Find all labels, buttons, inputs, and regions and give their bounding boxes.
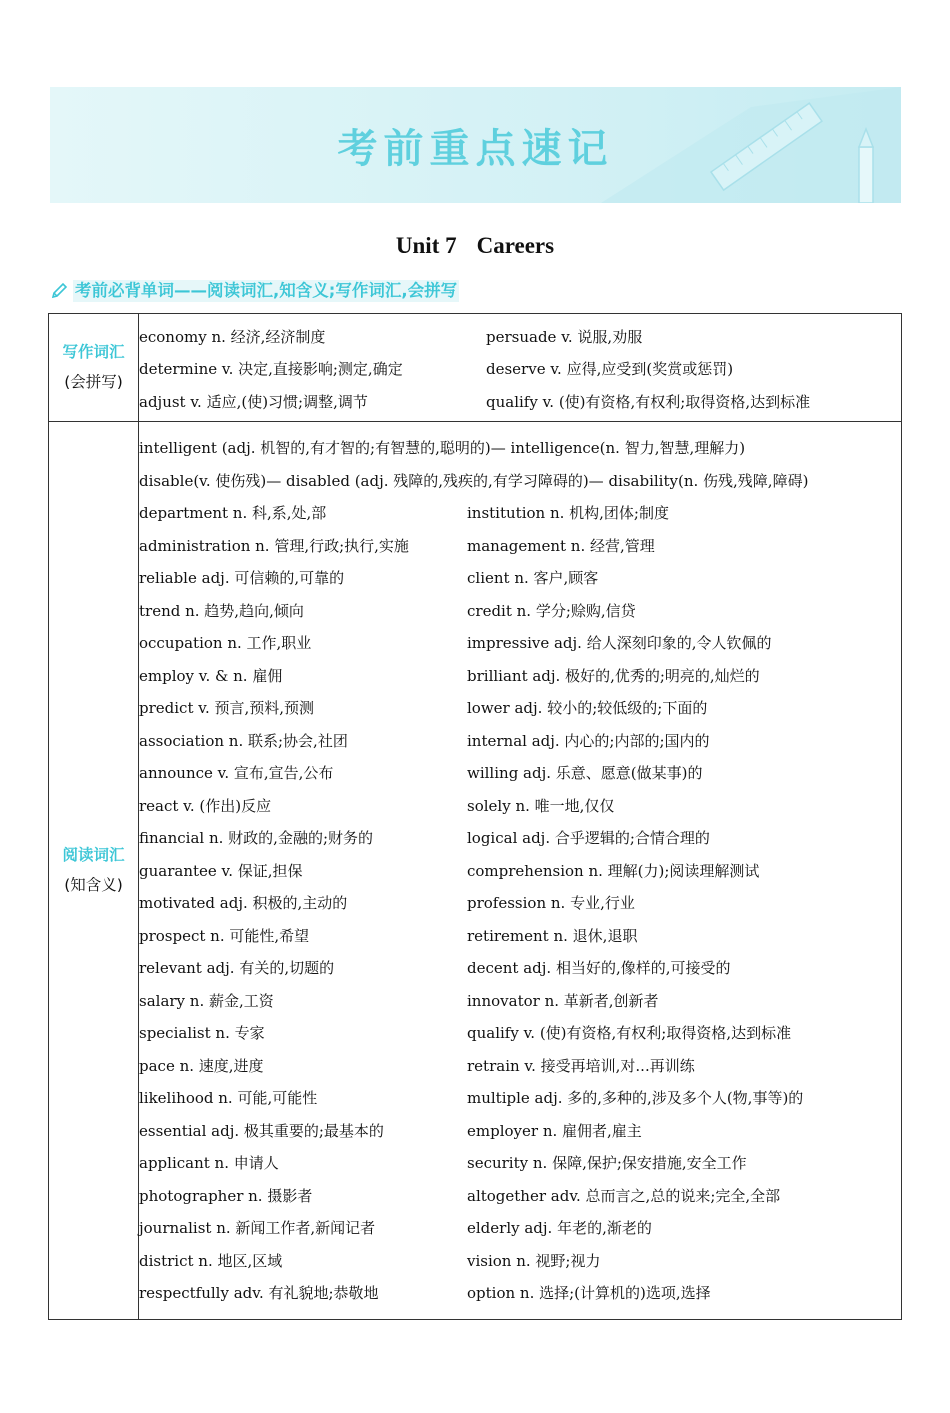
reading-word-list <box>139 422 901 1320</box>
word-entry: logical adj. 合乎逻辑的;合情合理的 <box>467 829 710 848</box>
writing-content-cell <box>139 314 902 422</box>
word-entry: journalist n. 新闻工作者,新闻记者 <box>139 1219 376 1238</box>
word-entry: elderly adj. 年老的,渐老的 <box>467 1219 652 1238</box>
unit-title <box>0 233 950 259</box>
word-row <box>139 887 901 920</box>
word-row <box>139 757 901 790</box>
word-row <box>139 692 901 725</box>
reading-vocabulary-row <box>49 421 902 1320</box>
writing-word-list <box>139 314 901 421</box>
word-entry: relevant adj. 有关的,切题的 <box>139 959 335 978</box>
word-entry: client n. 客户,顾客 <box>467 569 599 588</box>
word-entry: determine v. 决定,直接影响;测定,确定 <box>139 360 403 379</box>
word-entry: financial n. 财政的,金融的;财务的 <box>139 829 373 848</box>
header-banner <box>50 87 901 203</box>
section-subtitle <box>50 279 459 303</box>
word-row <box>139 1277 901 1310</box>
word-entry: adjust v. 适应,(使)习惯;调整,调节 <box>139 392 368 411</box>
word-entry: administration n. 管理,行政;执行,实施 <box>139 536 409 555</box>
word-entry: internal adj. 内心的;内部的;国内的 <box>467 731 710 750</box>
word-entry: announce v. 宣布,宣告,公布 <box>139 764 334 783</box>
word-entry: management n. 经营,管理 <box>467 536 655 555</box>
word-entry: trend n. 趋势,趋向,倾向 <box>139 601 304 620</box>
unit-name: Careers <box>476 233 555 258</box>
word-row <box>139 854 901 887</box>
word-entry: applicant n. 申请人 <box>139 1154 279 1173</box>
word-family-row: intelligent (adj. 机智的,有才智的;有智慧的,聪明的)— intelligence(n. 智力,智慧,理解力) <box>139 439 746 458</box>
word-row <box>139 1049 901 1082</box>
reading-label-cell <box>49 421 139 1320</box>
word-entry: decent adj. 相当好的,像样的,可接受的 <box>467 959 731 978</box>
word-row <box>139 789 901 822</box>
word-entry: motivated adj. 积极的,主动的 <box>139 894 348 913</box>
reading-content-cell <box>139 421 902 1320</box>
word-row <box>139 497 901 530</box>
word-entry: district n. 地区,区域 <box>139 1251 283 1270</box>
word-entry: deserve v. 应得,应受到(奖赏或惩罚) <box>486 360 734 379</box>
word-entry: impressive adj. 给人深刻印象的,令人钦佩的 <box>467 634 772 653</box>
word-entry: option n. 选择;(计算机的)选项,选择 <box>467 1284 711 1303</box>
word-entry: retrain v. 接受再培训,对...再训练 <box>467 1056 695 1075</box>
word-row <box>139 1147 901 1180</box>
word-entry: brilliant adj. 极好的,优秀的;明亮的,灿烂的 <box>467 666 760 685</box>
word-entry: solely n. 唯一地,仅仅 <box>467 796 615 815</box>
word-entry: specialist n. 专家 <box>139 1024 265 1043</box>
reading-label-title: 阅读词汇 <box>62 846 125 865</box>
word-entry: respectfully adv. 有礼貌地;恭敬地 <box>139 1284 379 1303</box>
word-row <box>139 1082 901 1115</box>
word-row <box>139 822 901 855</box>
word-entry: credit n. 学分;赊购,信贷 <box>467 601 636 620</box>
word-entry: likelihood n. 可能,可能性 <box>139 1089 318 1108</box>
word-row <box>139 1244 901 1277</box>
word-entry: reliable adj. 可信赖的,可靠的 <box>139 569 345 588</box>
word-entry: prospect n. 可能性,希望 <box>139 926 310 945</box>
word-row <box>139 659 901 692</box>
word-entry: salary n. 薪金,工资 <box>139 991 274 1010</box>
word-entry: persuade v. 说服,劝服 <box>486 327 643 346</box>
word-row <box>139 1017 901 1050</box>
word-entry: multiple adj. 多的,多种的,涉及多个人(物,事等)的 <box>467 1089 804 1108</box>
word-entry: essential adj. 极其重要的;最基本的 <box>139 1121 384 1140</box>
word-row <box>139 952 901 985</box>
word-row <box>139 594 901 627</box>
word-row <box>139 385 901 418</box>
word-entry: occupation n. 工作,职业 <box>139 634 312 653</box>
subtitle-text: 考前必背单词——阅读词汇,知含义;写作词汇,会拼写 <box>75 281 458 300</box>
word-entry: willing adj. 乐意、愿意(做某事)的 <box>467 764 703 783</box>
word-entry: retirement n. 退休,退职 <box>467 926 638 945</box>
word-entry: guarantee v. 保证,担保 <box>139 861 303 880</box>
word-row <box>139 353 901 386</box>
word-entry: institution n. 机构,团体;制度 <box>467 504 669 523</box>
word-entry: department n. 科,系,处,部 <box>139 504 327 523</box>
word-entry: predict v. 预言,预料,预测 <box>139 699 315 718</box>
word-entry: comprehension n. 理解(力);阅读理解测试 <box>467 861 760 880</box>
ruler-pencil-decoration <box>601 87 901 203</box>
word-entry: economy n. 经济,经济制度 <box>139 327 326 346</box>
word-entry: profession n. 专业,行业 <box>467 894 635 913</box>
word-entry: security n. 保障,保护;保安措施,安全工作 <box>467 1154 747 1173</box>
word-row <box>139 1212 901 1245</box>
word-row <box>139 724 901 757</box>
word-row <box>139 919 901 952</box>
writing-label-title: 写作词汇 <box>62 343 125 362</box>
unit-number: Unit 7 <box>395 233 457 258</box>
word-row <box>139 529 901 562</box>
word-row <box>139 984 901 1017</box>
word-entry: employer n. 雇佣者,雇主 <box>467 1121 642 1140</box>
word-row <box>139 1114 901 1147</box>
word-entry: qualify v. (使)有资格,有权利;取得资格,达到标准 <box>486 392 811 411</box>
word-entry: vision n. 视野;视力 <box>467 1251 601 1270</box>
word-entry: employ v. & n. 雇佣 <box>139 666 283 685</box>
word-row <box>139 1179 901 1212</box>
word-entry: pace n. 速度,进度 <box>139 1056 264 1075</box>
writing-label-sub: (会拼写) <box>64 373 123 392</box>
word-entry: qualify v. (使)有资格,有权利;取得资格,达到标准 <box>467 1024 792 1043</box>
writing-label-cell <box>49 314 139 422</box>
word-entry: innovator n. 革新者,创新者 <box>467 991 659 1010</box>
vocabulary-table <box>48 313 902 1320</box>
word-entry: lower adj. 较小的;较低级的;下面的 <box>467 699 708 718</box>
word-entry: photographer n. 摄影者 <box>139 1186 313 1205</box>
word-row <box>139 320 901 353</box>
word-entry: altogether adv. 总而言之,总的说来;完全,全部 <box>467 1186 781 1205</box>
word-entry: react v. (作出)反应 <box>139 796 272 815</box>
reading-label-sub: (知含义) <box>64 876 123 895</box>
word-row <box>139 562 901 595</box>
word-row <box>139 627 901 660</box>
word-entry: association n. 联系;协会,社团 <box>139 731 348 750</box>
pencil-icon <box>50 282 68 300</box>
writing-vocabulary-row <box>49 314 902 422</box>
banner-title: 考前重点速记 <box>337 126 614 172</box>
word-family-row: disable(v. 使伤残)— disabled (adj. 残障的,残疾的,有学习障碍的)— disability(n. 伤残,残障,障碍) <box>139 471 809 490</box>
